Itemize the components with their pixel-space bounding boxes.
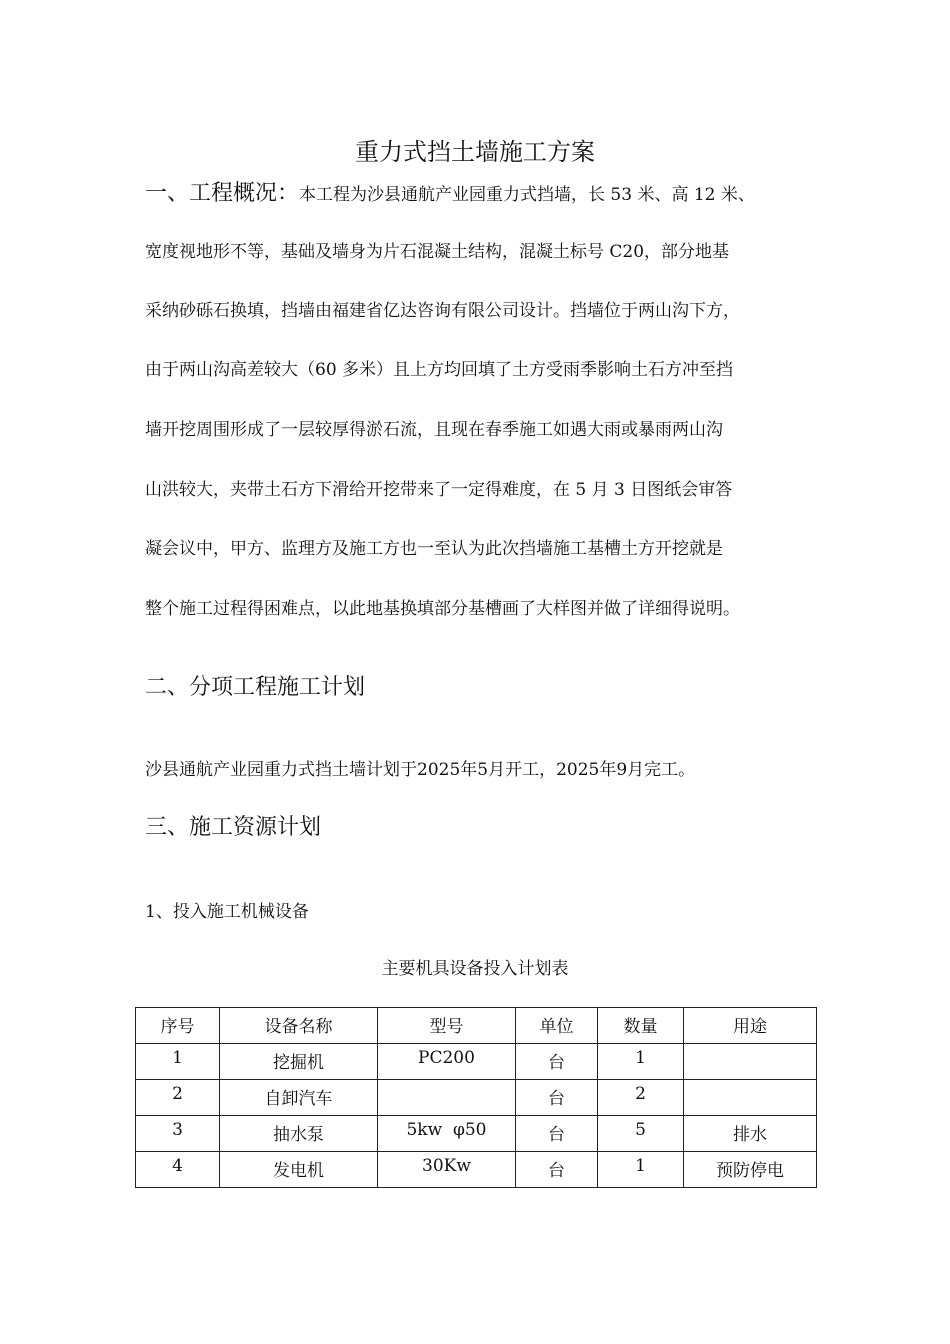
table-cell: PC200	[378, 1044, 516, 1080]
table-cell: 发电机	[220, 1152, 378, 1188]
page-title: 重力式挡土墙施工方案	[355, 138, 595, 166]
table-cell: 1	[598, 1152, 684, 1188]
table-cell: 5	[598, 1116, 684, 1152]
section1-line: 凝会议中，甲方、监理方及施工方也一至认为此次挡墙施工基槽土方开挖就是	[145, 539, 723, 559]
table-header-cell: 型号	[378, 1008, 516, 1044]
table-header-cell: 单位	[516, 1008, 598, 1044]
section2-text: 沙县通航产业园重力式挡土墙计划于2025年5月开工，2025年9月完工。	[145, 760, 696, 780]
table-cell: 台	[516, 1080, 598, 1116]
table-row	[136, 1044, 817, 1080]
table-cell: 台	[516, 1116, 598, 1152]
section1-first-line	[145, 176, 755, 207]
table-cell: 2	[136, 1080, 220, 1116]
section1-line: 山洪较大，夹带土石方下滑给开挖带来了一定得难度，在 5 月 3 日图纸会审答	[145, 480, 733, 500]
table-cell: 5kw φ50	[378, 1116, 516, 1152]
section1-line: 整个施工过程得困难点，以此地基换填部分基槽画了大样图并做了详细得说明。	[145, 599, 740, 619]
table-cell: 1	[598, 1044, 684, 1080]
section3-heading: 三、施工资源计划	[145, 815, 322, 840]
section1-heading: 一、工程概况：	[145, 181, 300, 206]
section1-line: 宽度视地形不等，基础及墙身为片石混凝土结构，混凝土标号 C20，部分地基	[145, 242, 730, 262]
table-cell	[684, 1080, 817, 1116]
table-row	[136, 1116, 817, 1152]
table-cell	[684, 1044, 817, 1080]
table-cell: 预防停电	[684, 1152, 817, 1188]
section1-line: 本工程为沙县通航产业园重力式挡墙，长 53 米、高 12 米、	[299, 185, 755, 205]
table-header-cell: 数量	[598, 1008, 684, 1044]
table-cell: 1	[136, 1044, 220, 1080]
section2-heading: 二、分项工程施工计划	[145, 675, 366, 700]
table-header-cell: 设备名称	[220, 1008, 378, 1044]
section1-line: 由于两山沟高差较大（60 多米）且上方均回填了土方受雨季影响土石方冲至挡	[145, 360, 734, 380]
table-cell: 抽水泵	[220, 1116, 378, 1152]
table-cell: 台	[516, 1044, 598, 1080]
table-cell: 自卸汽车	[220, 1080, 378, 1116]
table-row	[136, 1080, 817, 1116]
table-cell: 排水	[684, 1116, 817, 1152]
section3-subheading: 1、投入施工机械设备	[145, 902, 309, 922]
table-cell: 台	[516, 1152, 598, 1188]
table-cell: 2	[598, 1080, 684, 1116]
table-row	[136, 1152, 817, 1188]
section1-line: 墙开挖周围形成了一层较厚得淤石流，且现在春季施工如遇大雨或暴雨两山沟	[145, 420, 723, 440]
section1-line: 采纳砂砾石换填，挡墙由福建省亿达咨询有限公司设计。挡墙位于两山沟下方，	[145, 301, 740, 321]
equipment-table	[135, 1007, 817, 1188]
table-cell	[378, 1080, 516, 1116]
table-header-row	[136, 1008, 817, 1044]
table-cell: 挖掘机	[220, 1044, 378, 1080]
table-cell: 30Kw	[378, 1152, 516, 1188]
table-header-cell: 序号	[136, 1008, 220, 1044]
table-title: 主要机具设备投入计划表	[381, 959, 569, 979]
table-cell: 4	[136, 1152, 220, 1188]
table-header-cell: 用途	[684, 1008, 817, 1044]
table-cell: 3	[136, 1116, 220, 1152]
